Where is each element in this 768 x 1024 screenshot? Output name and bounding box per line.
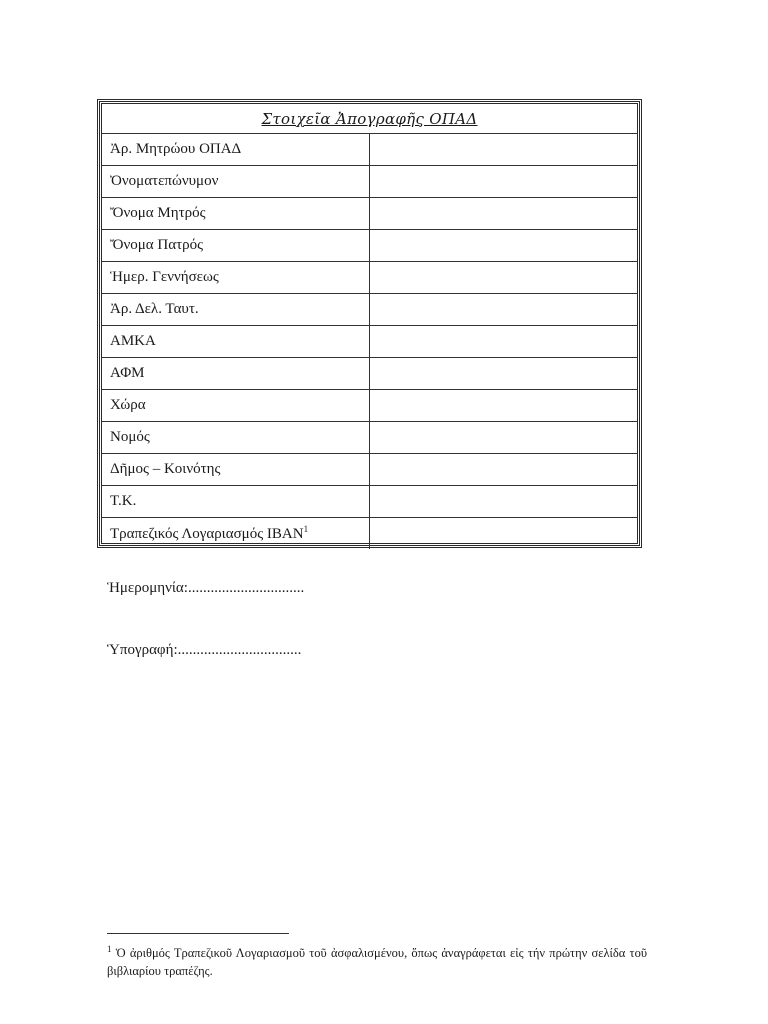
table-row — [102, 358, 637, 390]
date-line: Ἡμερομηνία:............................... — [107, 580, 305, 596]
field-label-registry-number: Ἀρ. Μητρώου ΟΠΑΔ — [102, 134, 370, 166]
field-value-amka[interactable] — [370, 326, 638, 358]
field-label-birth-date: Ἡμερ. Γεννήσεως — [102, 262, 370, 294]
table-row — [102, 198, 637, 230]
table-row — [102, 326, 637, 358]
registration-form — [99, 101, 640, 546]
table-row — [102, 230, 637, 262]
field-label-municipality: Δῆμος – Κοινότης — [102, 454, 370, 486]
field-label-amka: ΑΜΚΑ — [102, 326, 370, 358]
table-row — [102, 422, 637, 454]
field-label-country: Χώρα — [102, 390, 370, 422]
footnote — [107, 940, 647, 980]
table-row — [102, 166, 637, 198]
footnote-text: Ὁ ἀριθμός Τραπεζικοῦ Λογαριασμοῦ τοῦ ἀσφαλισμένου, ὅπως ἀναγράφεται εἰς τήν πρώτην σελίδα τοῦ βιβλιαρίου τραπέζης. — [107, 946, 648, 979]
table-row — [102, 134, 637, 166]
field-value-mother-name[interactable] — [370, 198, 638, 230]
table-row — [102, 486, 637, 518]
table-row — [102, 454, 637, 486]
table-row — [102, 262, 637, 294]
table-row — [102, 390, 637, 422]
field-value-iban[interactable] — [370, 518, 638, 550]
signature-line: Ὑπογραφή:................................. — [107, 642, 302, 658]
field-label-afm: ΑΦΜ — [102, 358, 370, 390]
field-value-postal-code[interactable] — [370, 486, 638, 518]
field-value-birth-date[interactable] — [370, 262, 638, 294]
field-value-afm[interactable] — [370, 358, 638, 390]
field-value-registry-number[interactable] — [370, 134, 638, 166]
iban-label-text: Τραπεζικός Λογαριασμός IBAN — [110, 526, 304, 542]
field-value-prefecture[interactable] — [370, 422, 638, 454]
field-label-father-name: Ὄνομα Πατρός — [102, 230, 370, 262]
field-label-prefecture: Νομός — [102, 422, 370, 454]
field-value-id-card[interactable] — [370, 294, 638, 326]
field-label-postal-code: Τ.Κ. — [102, 486, 370, 518]
table-row — [102, 518, 637, 550]
footnote-divider — [107, 933, 289, 934]
field-label-id-card: Ἀρ. Δελ. Ταυτ. — [102, 294, 370, 326]
footnote-marker: 1 — [107, 944, 112, 954]
registration-table — [102, 104, 637, 549]
field-label-mother-name: Ὄνομα Μητρός — [102, 198, 370, 230]
field-value-country[interactable] — [370, 390, 638, 422]
field-value-father-name[interactable] — [370, 230, 638, 262]
field-value-municipality[interactable] — [370, 454, 638, 486]
field-label-iban — [102, 518, 370, 550]
field-label-full-name: Ὀνοματεπώνυμον — [102, 166, 370, 198]
footnote-ref: 1 — [303, 524, 309, 534]
field-value-full-name[interactable] — [370, 166, 638, 198]
table-row — [102, 294, 637, 326]
form-title-row — [102, 104, 637, 134]
form-title: Στοιχεῖα Ἀπογραφῆς ΟΠΑΔ — [102, 104, 637, 134]
